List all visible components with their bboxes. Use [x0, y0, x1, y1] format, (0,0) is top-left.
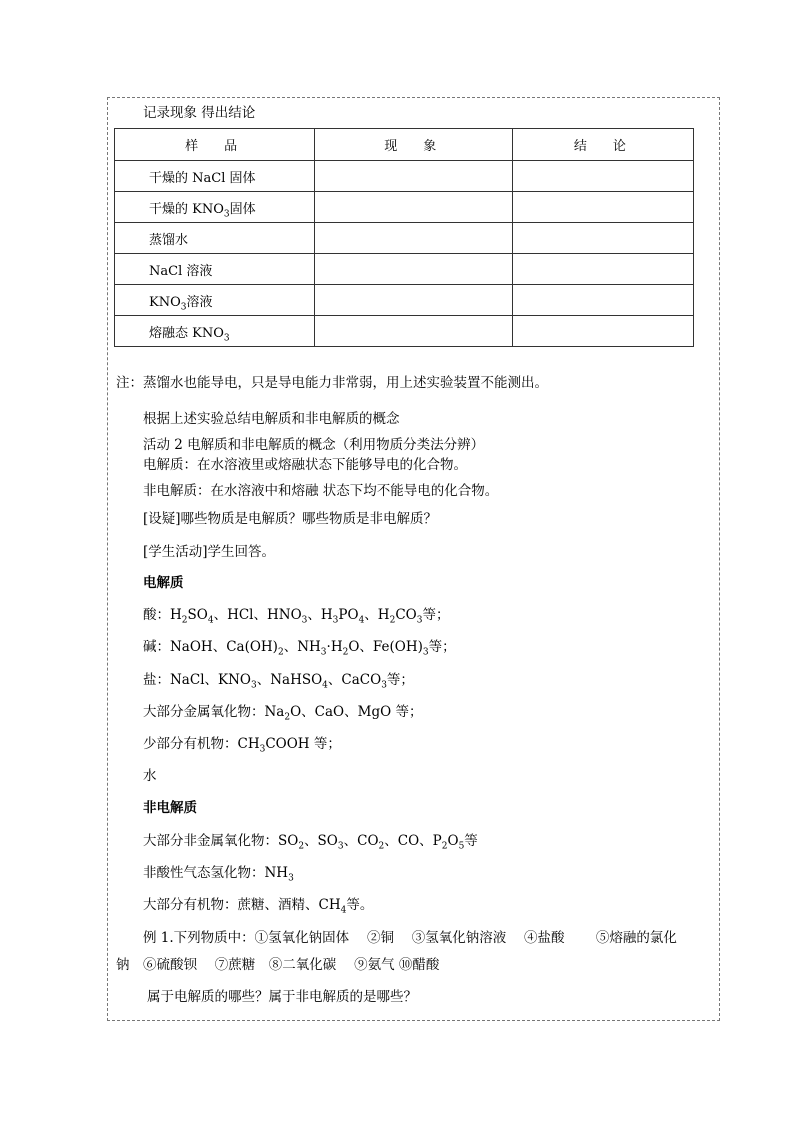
table-header-row	[115, 129, 694, 161]
header-sample: 样 品	[115, 129, 315, 161]
conclusion-cell[interactable]	[513, 192, 694, 223]
metal-oxide-line: 大部分金属氧化物：$Na_2O$、CaO、MgO 等；	[143, 704, 423, 723]
summary-intro: 根据上述实验总结电解质和非电解质的概念	[143, 411, 400, 427]
sample-cell: $KNO_3$溶液	[115, 285, 315, 316]
conclusion-cell[interactable]	[513, 161, 694, 192]
nonelectrolyte-definition: 非电解质：在水溶液中和熔融 状态下均不能导电的化合物。	[143, 483, 499, 499]
note-text: 注：蒸馏水也能导电，只是导电能力非常弱，用上述实验装置不能测出。	[116, 375, 548, 391]
table-row	[115, 192, 694, 223]
electrolyte-heading: 电解质	[143, 575, 184, 591]
conclusion-cell[interactable]	[513, 285, 694, 316]
table-row	[115, 161, 694, 192]
organic-most-line: 大部分有机物：蔗糖、酒精、$CH_4$等。	[143, 897, 374, 916]
salt-line: 盐：NaCl、$KNO_3$、NaHSO$_4$、CaCO$_3$等；	[143, 672, 414, 691]
conclusion-cell[interactable]	[513, 223, 694, 254]
record-heading: 记录现象 得出结论	[143, 105, 256, 121]
table-row	[115, 316, 694, 347]
water-line: 水	[143, 768, 157, 784]
sample-cell: 蒸馏水	[115, 223, 315, 254]
conclusion-cell[interactable]	[513, 254, 694, 285]
sample-cell: 干燥的 $KNO_3$固体	[115, 192, 315, 223]
nonmetal-oxide-line: 大部分非金属氧化物：$SO_2$、$SO_3$、$CO_2$、CO、$P_2O_5$等	[143, 833, 478, 852]
activity-2: 活动 2 电解质和非电解质的概念（利用物质分类法分辨）	[143, 437, 485, 453]
question-text: [设疑]哪些物质是电解质？哪些物质是非电解质？	[143, 511, 438, 527]
sample-cell: 熔融态 $KNO_3$	[115, 316, 315, 347]
phenomenon-cell[interactable]	[314, 161, 513, 192]
example-question: 属于电解质的哪些？属于非电解质的是哪些？	[147, 989, 417, 1005]
phenomenon-cell[interactable]	[314, 192, 513, 223]
sample-cell: NaCl 溶液	[115, 254, 315, 285]
header-conclusion: 结 论	[513, 129, 694, 161]
student-activity: [学生活动]学生回答。	[143, 544, 276, 560]
phenomenon-cell[interactable]	[314, 254, 513, 285]
phenomenon-cell[interactable]	[314, 223, 513, 254]
nonelectrolyte-heading: 非电解质	[143, 800, 197, 816]
table-row	[115, 254, 694, 285]
example-line-1: 例 1.下列物质中：①氢氧化钠固体 ②铜 ③氢氧化钠溶液 ④盐酸 ⑤熔融的氯化	[143, 930, 677, 946]
table-row	[115, 223, 694, 254]
base-line: 碱：NaOH、$Ca(OH)_2$、$NH_3\cdot H_2O$、$Fe(OH)_3$等；	[143, 639, 456, 658]
sample-cell: 干燥的 NaCl 固体	[115, 161, 315, 192]
conclusion-cell[interactable]	[513, 316, 694, 347]
acid-line: 酸：$H_2SO_4$、HCl、$HNO_3$、$H_3PO_4$、$H_2CO_3$等；	[143, 607, 450, 626]
electrolyte-definition: 电解质：在水溶液里或熔融状态下能够导电的化合物。	[143, 457, 467, 473]
header-phenomenon: 现 象	[314, 129, 513, 161]
phenomenon-cell[interactable]	[314, 316, 513, 347]
hydride-line: 非酸性气态氢化物：$NH_3$	[143, 865, 294, 884]
phenomenon-cell[interactable]	[314, 285, 513, 316]
example-line-2: 钠 ⑥硫酸钡 ⑦蔗糖 ⑧二氧化碳 ⑨氨气 ⑩醋酸	[116, 957, 440, 973]
table-row	[115, 285, 694, 316]
samples-table	[114, 128, 694, 347]
organic-few-line: 少部分有机物：$CH_3COOH$ 等；	[143, 736, 341, 755]
